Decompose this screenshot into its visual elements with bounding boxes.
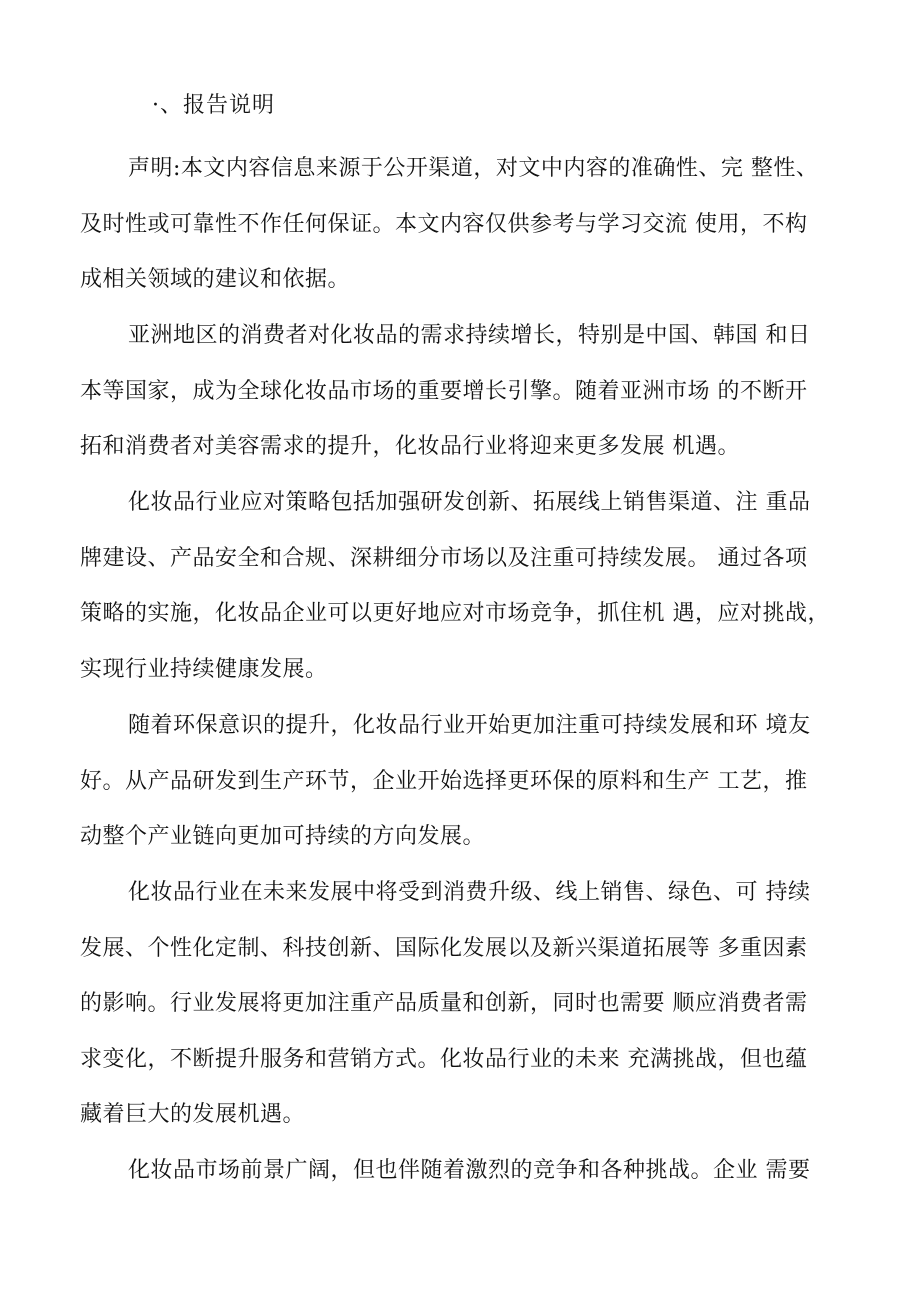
paragraph-line: 化妆品行业应对策略包括加强研发创新、拓展线上销售渠道、注 重品 — [128, 490, 811, 515]
paragraph-line: 动整个产业链向更加可持续的方向发展。 — [80, 824, 486, 849]
paragraph-strategies — [80, 475, 840, 697]
paragraph-line: 拓和消费者对美容需求的提升，化妆品行业将迎来更多发展 机遇。 — [80, 434, 740, 459]
paragraph-line: 发展、个性化定制、科技创新、国际化发展以及新兴渠道拓展等 多重因素 — [80, 935, 808, 961]
paragraph-line: 实现行业持续健康发展。 — [80, 656, 328, 682]
paragraph-market-outlook — [80, 1143, 840, 1199]
paragraph-line: 本等国家，成为全球化妆品市场的重要增长引擎。随着亚洲市场 的不断开 — [80, 378, 808, 404]
paragraph-line: 声明:本文内容信息来源于公开渠道，对文中内容的准确性、完 整性、 — [128, 156, 819, 181]
paragraph-sustainability — [80, 698, 840, 865]
paragraph-line: 的影响。行业发展将更加注重产品质量和创新，同时也需要 顺应消费者需 — [80, 991, 808, 1016]
paragraph-line: 随着环保意识的提升，化妆品行业开始更加注重可持续发展和环 境友 — [128, 713, 811, 738]
paragraph-disclaimer — [80, 141, 840, 308]
paragraph-line: 牌建设、产品安全和合规、深耕细分市场以及注重可持续发展。 通过各项 — [80, 545, 808, 571]
paragraph-line: 成相关领域的建议和依据。 — [80, 267, 351, 292]
paragraph-future-factors — [80, 865, 840, 1143]
paragraph-line: 求变化，不断提升服务和营销方式。化妆品行业的未来 充满挑战，但也蕴 — [80, 1046, 808, 1072]
paragraph-line: 及时性或可靠性不作任何保证。本文内容仅供参考与学习交流 使用，不构 — [80, 211, 808, 237]
paragraph-line: 藏着巨大的发展机遇。 — [80, 1102, 306, 1127]
paragraph-asia-demand — [80, 308, 840, 475]
paragraph-line: 化妆品市场前景广阔，但也伴随着激烈的竞争和各种挑战。企业 需要 — [128, 1158, 811, 1183]
section-heading: ·、报告说明 — [152, 93, 275, 118]
paragraph-line: 亚洲地区的消费者对化妆品的需求持续增长，特别是中国、韩国 和日 — [128, 323, 811, 348]
paragraph-line: 好。从产品研发到生产环节，企业开始选择更环保的原料和生产 工艺，推 — [80, 768, 808, 794]
paragraph-line: 化妆品行业在未来发展中将受到消费升级、线上销售、绿色、可 持续 — [128, 880, 811, 905]
paragraph-line: 策略的实施，化妆品企业可以更好地应对市场竞争，抓住机 遇，应对挑战， — [80, 601, 830, 626]
